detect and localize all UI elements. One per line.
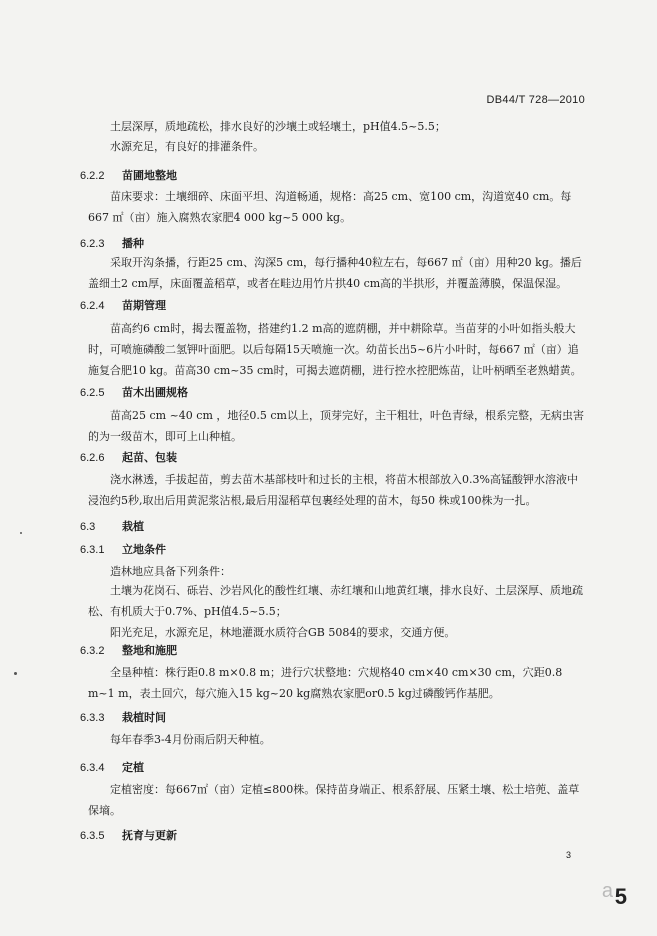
- section-number: 6.2.5: [80, 387, 105, 399]
- section-title: 苗期管理: [122, 299, 166, 312]
- paragraph-planting-time: 每年春季3-4月份雨后阴天种植。: [110, 733, 271, 746]
- scan-speck: [14, 672, 17, 675]
- section-number: 6.3.3: [80, 712, 105, 724]
- section-heading: [80, 827, 177, 843]
- paragraph-seedling-care: 苗高约6 cm时，揭去覆盖物，搭建约1.2 m高的遮荫棚，并中耕除草。当苗芽的小叶如指头般大时，可喷施磷酸二氢钾叶面肥。以后每隔15天喷施一次。幼苗长出5~6片小叶时，每667 ㎡（亩）追施复合肥10 kg。苗高30 cm~35 cm时，可揭去遮荫棚，进行控水控肥炼苗，让叶柄晒至老熟蜡黄。: [88, 322, 582, 377]
- section-number: 6.2.3: [80, 238, 105, 250]
- section-heading: [80, 235, 144, 251]
- paragraph-planting-density: 定植密度：每667㎡（亩）定植≤800株。保持苗身端正、根系舒展、压紧土壤、松土培蔸、盖草保墒。: [88, 783, 580, 817]
- section-title: 栽植时间: [122, 711, 166, 724]
- section-title: 栽植: [122, 520, 144, 533]
- paragraph-site-conditions: 造林地应具备下列条件：: [110, 565, 231, 578]
- paragraph-soil-type: 土壤为花岗石、砾岩、沙岩风化的酸性红壤、赤红壤和山地黄红壤，排水良好、土层深厚、质地疏松、有机质大于0.7%、pH值4.5~5.5；: [88, 584, 583, 618]
- section-title: 苗圃地整地: [122, 169, 177, 182]
- section-title: 起苗、包装: [122, 451, 177, 464]
- section-heading: [80, 167, 177, 183]
- section-heading: [80, 759, 144, 775]
- paragraph-water: 水源充足，有良好的排灌条件。: [110, 140, 264, 153]
- section-number: 6.3.5: [80, 830, 105, 842]
- paragraph-land-prep: 全垦种植：株行距0.8 m×0.8 m；进行穴状整地：穴规格40 cm×40 cm×30 cm，穴距0.8 m~1 m，表土回穴，每穴施入15 kg~20 kg腐熟农家肥or0.5 kg过磷酸钙作基肥。: [88, 666, 563, 700]
- section-title: 抚育与更新: [122, 829, 177, 842]
- section-title: 苗木出圃规格: [122, 386, 188, 399]
- section-number: 6.2.4: [80, 300, 105, 312]
- section-heading: [80, 384, 188, 400]
- section-heading: [80, 518, 144, 534]
- page-number: 3: [565, 850, 571, 860]
- section-heading: [80, 449, 177, 465]
- section-heading: [80, 709, 166, 725]
- corner-page-mark: 5: [614, 884, 627, 909]
- paragraph-grading: 苗高25 cm ~40 cm ，地径0.5 cm以上，顶芽完好，主干粗壮，叶色青绿，根系完整，无病虫害的为一级苗木，即可上山种植。: [88, 409, 584, 443]
- section-number: 6.3.1: [80, 544, 105, 556]
- section-heading: [80, 297, 166, 313]
- scan-speck: [20, 532, 22, 534]
- section-heading: [80, 642, 177, 658]
- section-number: 6.3: [80, 521, 96, 533]
- section-title: 播种: [122, 237, 144, 250]
- section-number: 6.3.4: [80, 762, 105, 774]
- section-title: 立地条件: [122, 543, 166, 556]
- paragraph-soil: 土层深厚，质地疏松，排水良好的沙壤土或轻壤土，pH值4.5~5.5；: [110, 120, 446, 133]
- section-number: 6.2.2: [80, 170, 105, 182]
- section-number: 6.3.2: [80, 645, 105, 657]
- paragraph-seedbed: 苗床要求：土壤细碎、床面平坦、沟道畅通，规格：高25 cm、宽100 cm，沟道宽40 cm。每667 ㎡（亩）施入腐熟农家肥4 000 kg~5 000 kg。: [88, 190, 572, 224]
- section-number: 6.2.6: [80, 452, 105, 464]
- section-title: 定植: [122, 761, 144, 774]
- corner-ghost-mark: a: [601, 880, 613, 902]
- standard-code: DB44/T 728—2010: [486, 94, 585, 106]
- paragraph-sunlight: 阳光充足，水源充足，林地灌溉水质符合GB 5084的要求，交通方便。: [110, 626, 456, 639]
- section-title: 整地和施肥: [122, 644, 177, 657]
- section-heading: [80, 541, 166, 557]
- paragraph-sowing: 采取开沟条播，行距25 cm、沟深5 cm，每行播种40粒左右，每667 ㎡（亩）用种20 kg。播后盖细土2 cm厚，床面覆盖稻草，或者在畦边用竹片拱40 cm高的半拱形，并覆盖薄膜，保温保湿。: [88, 256, 582, 290]
- paragraph-lifting: 浇水淋透，手拔起苗，剪去苗木基部枝叶和过长的主根，将苗木根部放入0.3%高锰酸钾水溶液中浸泡约5秒,取出后用黄泥浆沾根,最后用湿稻草包裹经处理的苗木，每50 株或100株为一扎。: [88, 473, 578, 507]
